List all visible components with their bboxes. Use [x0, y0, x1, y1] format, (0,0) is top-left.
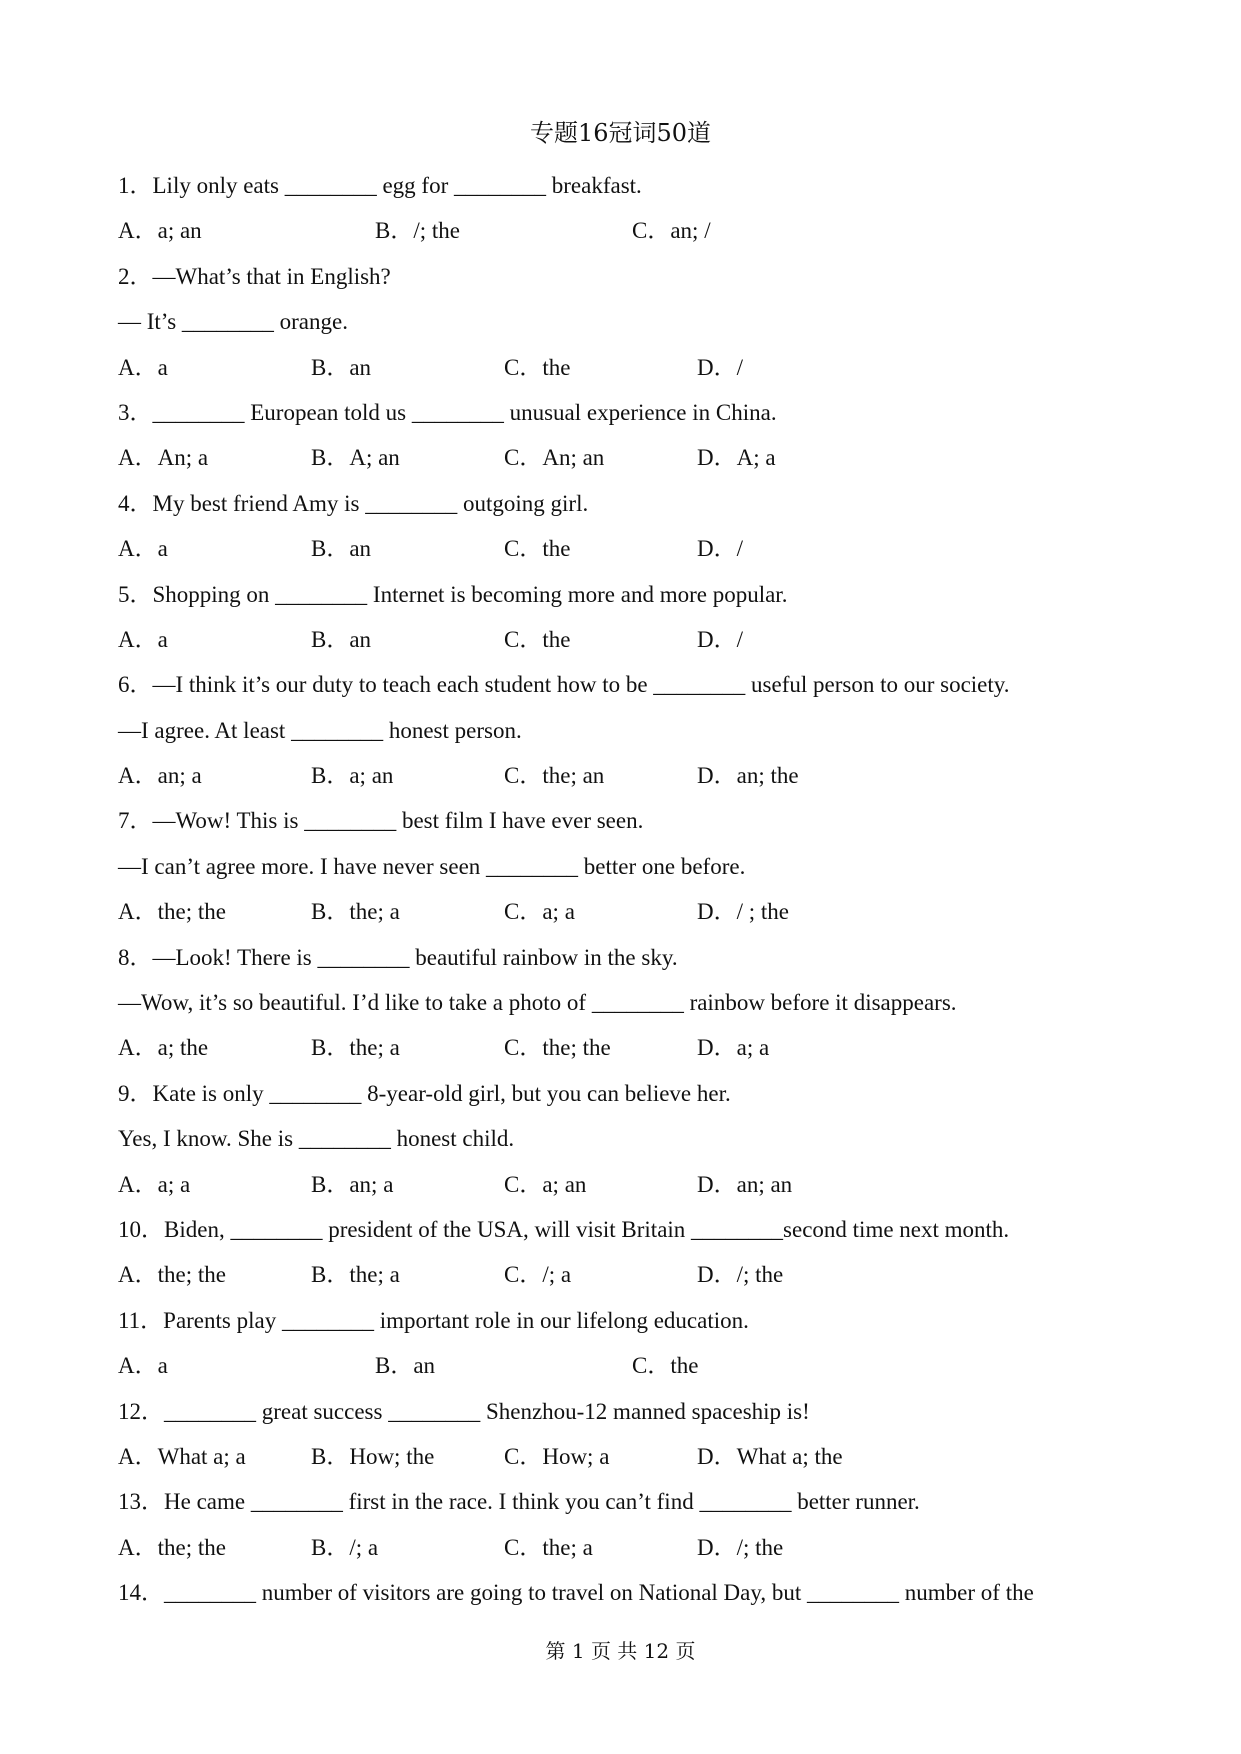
options-row [118, 1252, 1138, 1297]
question-reply: —Wow, it’s so beautiful. I’d like to take a photo of ________ rainbow before it disappears. [118, 990, 957, 1016]
question-stem: 5．Shopping on ________ Internet is becoming more and more popular. [118, 581, 788, 607]
option-b: B．the; a [311, 899, 400, 925]
option-a: A．a [118, 354, 168, 380]
option-d: D．/ [697, 536, 743, 562]
options-row [118, 889, 1138, 934]
option-d: D．/; the [697, 1534, 784, 1560]
option-a: A．What a; a [118, 1443, 246, 1469]
options-row [118, 526, 1138, 571]
option-d: D．an; an [697, 1171, 793, 1197]
option-c: C．the [504, 354, 571, 380]
question-item [118, 1389, 1138, 1480]
option-c: C．the [504, 536, 571, 562]
options-row [118, 1525, 1138, 1570]
option-b: B．the; a [311, 1262, 400, 1288]
question-item [118, 798, 1138, 934]
option-a: A．an; a [118, 763, 202, 789]
option-d: D．/ [697, 626, 743, 652]
option-c: C．the [632, 1353, 699, 1379]
option-a: A．a; a [118, 1171, 191, 1197]
option-b: B．an; a [311, 1171, 394, 1197]
question-item [118, 1298, 1138, 1389]
question-stem: 13．He came ________ first in the race. I think you can’t find ________ better runner. [118, 1489, 920, 1515]
options-row [118, 617, 1138, 662]
option-a: A．a [118, 536, 168, 562]
option-d: D．A; a [697, 445, 776, 471]
options-row [118, 345, 1138, 390]
question-item [118, 481, 1138, 572]
question-list [118, 163, 1138, 1616]
question-stem: 8．—Look! There is ________ beautiful rainbow in the sky. [118, 944, 678, 970]
option-c: C．/; a [504, 1262, 572, 1288]
page-footer: 第 1 页 共 12 页 [545, 1639, 696, 1663]
option-b: B．How; the [311, 1443, 435, 1469]
question-stem: 7．—Wow! This is ________ best film I have ever seen. [118, 808, 644, 834]
question-reply: —I can’t agree more. I have never seen ________ better one before. [118, 853, 746, 879]
options-row [118, 1162, 1138, 1207]
option-b: B．an [311, 354, 372, 380]
option-c: C．How; a [504, 1443, 610, 1469]
question-stem: 9．Kate is only ________ 8-year-old girl, but you can believe her. [118, 1080, 731, 1106]
question-stem: 11．Parents play ________ important role in our lifelong education. [118, 1307, 749, 1333]
option-a: A．a; an [118, 218, 202, 244]
option-b: B．a; an [311, 763, 394, 789]
page-title: 专题16冠词50道 [529, 119, 712, 147]
option-c: C．the; an [504, 763, 605, 789]
option-a: A．a; the [118, 1035, 209, 1061]
option-a: A．An; a [118, 445, 209, 471]
question-item [118, 254, 1138, 390]
option-b: B．an [311, 536, 372, 562]
options-row [118, 753, 1138, 798]
option-b: B．/; a [311, 1534, 379, 1560]
option-d: D．a; a [697, 1035, 770, 1061]
option-c: C．An; an [504, 445, 605, 471]
option-c: C．the [504, 626, 571, 652]
option-a: A．the; the [118, 1262, 226, 1288]
question-item [118, 935, 1138, 1071]
options-row [118, 1025, 1138, 1070]
option-c: C．a; a [504, 899, 575, 925]
question-stem: 2．—What’s that in English? [118, 263, 391, 289]
question-reply: —I agree. At least ________ honest person. [118, 717, 522, 743]
question-item [118, 1207, 1138, 1298]
option-c: C．the; the [504, 1035, 611, 1061]
option-c: C．an; / [632, 218, 711, 244]
question-item [118, 390, 1138, 481]
question-stem: 6．—I think it’s our duty to teach each student how to be ________ useful person to our society. [118, 672, 1010, 698]
question-reply: — It’s ________ orange. [118, 309, 348, 335]
question-stem: 4．My best friend Amy is ________ outgoing girl. [118, 490, 589, 516]
option-a: A．a [118, 1353, 168, 1379]
question-item [118, 572, 1138, 663]
option-a: A．the; the [118, 1534, 226, 1560]
question-stem: 3．________ European told us ________ unusual experience in China. [118, 399, 777, 425]
question-stem: 10．Biden, ________ president of the USA, will visit Britain ________second time next month. [118, 1216, 1010, 1242]
option-d: D．What a; the [697, 1443, 843, 1469]
options-row [118, 1434, 1138, 1479]
option-b: B．an [375, 1353, 436, 1379]
option-d: D．an; the [697, 763, 799, 789]
option-b: B．an [311, 626, 372, 652]
options-row [118, 1343, 1138, 1388]
options-row [118, 435, 1138, 480]
option-d: D．/; the [697, 1262, 784, 1288]
option-b: B．/; the [375, 218, 460, 244]
question-item [118, 1071, 1138, 1207]
option-a: A．a [118, 626, 168, 652]
options-row [118, 208, 1138, 253]
question-stem: 14．________ number of visitors are going to travel on National Day, but ________ number of the [118, 1580, 1034, 1606]
question-stem: 1．Lily only eats ________ egg for ________ breakfast. [118, 173, 642, 198]
question-reply: Yes, I know. She is ________ honest child. [118, 1126, 515, 1152]
question-item [118, 163, 1138, 254]
option-b: B．A; an [311, 445, 400, 471]
question-stem: 12．________ great success ________ Shenzhou-12 manned spaceship is! [118, 1398, 810, 1424]
question-item [118, 662, 1138, 798]
option-d: D．/ [697, 354, 743, 380]
option-c: C．a; an [504, 1171, 587, 1197]
question-item [118, 1479, 1138, 1570]
option-b: B．the; a [311, 1035, 400, 1061]
option-c: C．the; a [504, 1534, 593, 1560]
question-item [118, 1570, 1138, 1615]
option-a: A．the; the [118, 899, 226, 925]
option-d: D．/ ; the [697, 899, 789, 925]
